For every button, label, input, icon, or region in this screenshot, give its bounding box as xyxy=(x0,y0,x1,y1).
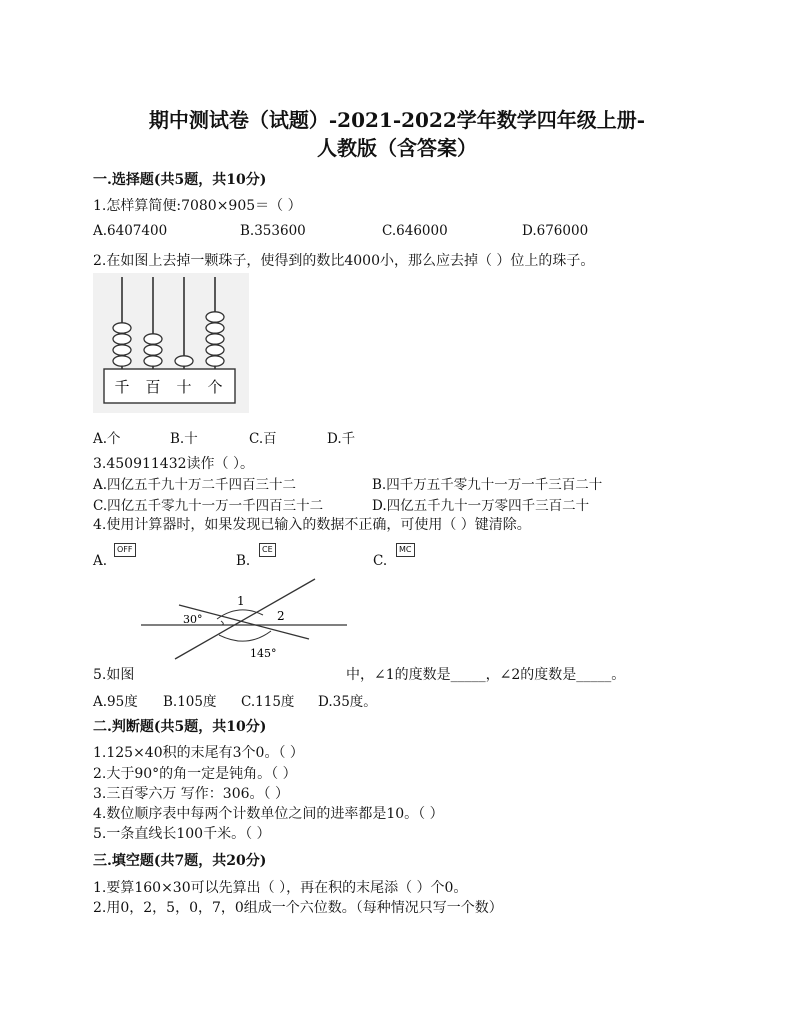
question-2-option-c: C.百 xyxy=(249,431,277,447)
question-1-option-c: C.646000 xyxy=(382,223,448,239)
section-heading-choice: 一.选择题(共5题，共10分) xyxy=(93,172,267,188)
abacus-bead xyxy=(113,323,131,333)
abacus-bead xyxy=(144,345,162,355)
angle-figure xyxy=(135,575,355,665)
question-4-stem: 4.使用计算器时，如果发现已输入的数据不正确，可使用（ ）键清除。 xyxy=(93,517,531,533)
question-4-option-c: C. xyxy=(373,553,388,569)
angle-label-1: 1 xyxy=(237,594,245,608)
abacus-bead xyxy=(206,312,224,322)
fill-item-1: 1.要算160×30可以先算出（ ），再在积的末尾添（ ）个0。 xyxy=(93,880,468,896)
judge-item-3: 3.三百零六万 写作：306。（ ） xyxy=(93,786,289,802)
question-5-option-c: C.115度 xyxy=(241,694,295,710)
calculator-off-key-icon: OFF xyxy=(114,543,136,557)
question-1-option-a: A.6407400 xyxy=(93,223,168,239)
judge-item-4: 4.数位顺序表中每两个计数单位之间的进率都是10。（ ） xyxy=(93,806,444,822)
question-3-stem: 3.450911432读作（ ）。 xyxy=(93,456,254,472)
abacus-bead xyxy=(206,323,224,333)
abacus-label-hundreds: 百 xyxy=(145,378,161,396)
angle-label-145: 145° xyxy=(250,647,277,660)
abacus-label-ones: 个 xyxy=(207,378,223,396)
question-2-option-b: B.十 xyxy=(170,431,198,447)
abacus-label-tens: 十 xyxy=(176,378,192,396)
angle-label-2: 2 xyxy=(277,609,285,623)
abacus-bead xyxy=(175,356,193,366)
question-5-option-b: B.105度 xyxy=(163,694,217,710)
question-3-option-a: A.四亿五千九十万二千四百三十二 xyxy=(93,477,297,493)
question-4-option-a: A. xyxy=(93,553,108,569)
abacus-bead xyxy=(113,345,131,355)
question-2-option-d: D.千 xyxy=(327,431,356,447)
question-2-stem: 2.在如图上去掉一颗珠子，使得到的数比4000小，那么应去掉（ ）位上的珠子。 xyxy=(93,253,595,269)
abacus-bead xyxy=(144,356,162,366)
fill-item-2: 2.用0，2，5，0，7，0组成一个六位数。（每种情况只写一个数） xyxy=(93,900,503,916)
question-2-option-a: A.个 xyxy=(93,431,121,447)
question-3-option-d: D.四亿五千九十一万零四千三百二十 xyxy=(372,498,590,514)
judge-item-5: 5.一条直线长100千米。（ ） xyxy=(93,826,271,842)
judge-item-1: 1.125×40积的末尾有3个0。（ ） xyxy=(93,745,304,761)
abacus-label-thousands: 千 xyxy=(114,378,130,396)
angle-1-arc xyxy=(217,610,263,619)
section-heading-fill: 三.填空题(共7题，共20分) xyxy=(93,853,267,869)
abacus-bead xyxy=(206,356,224,366)
calculator-ce-key-icon: CE xyxy=(259,543,276,557)
abacus-bead xyxy=(206,334,224,344)
question-5-stem-start: 5.如图 xyxy=(93,667,135,683)
abacus-bead xyxy=(206,345,224,355)
question-4-option-b: B. xyxy=(236,553,251,569)
abacus-drawing xyxy=(93,273,249,413)
question-5-option-d: D.35度。 xyxy=(318,694,377,710)
abacus-bead xyxy=(144,334,162,344)
abacus-bead xyxy=(113,334,131,344)
question-5-option-a: A.95度 xyxy=(93,694,138,710)
angle-label-30: 30° xyxy=(183,613,203,626)
abacus-bead xyxy=(113,356,131,366)
section-heading-judge: 二.判断题(共5题，共10分) xyxy=(93,719,267,735)
abacus-figure xyxy=(93,273,249,413)
question-1-option-d: D.676000 xyxy=(522,223,589,239)
calculator-mc-key-icon: MC xyxy=(396,543,415,557)
question-1-option-b: B.353600 xyxy=(240,223,306,239)
question-3-option-b: B.四千万五千零九十一万一千三百二十 xyxy=(372,477,603,493)
document-title-line2: 人教版（含答案） xyxy=(317,136,477,160)
judge-item-2: 2.大于90°的角一定是钝角。（ ） xyxy=(93,766,297,782)
angle-145-arc xyxy=(219,631,271,641)
question-3-option-c: C.四亿五千零九十一万一千四百三十二 xyxy=(93,498,324,514)
question-5-stem-end: 中，∠1的度数是_____，∠2的度数是_____。 xyxy=(346,667,626,683)
document-title-line1: 期中测试卷（试题）-2021-2022学年数学四年级上册- xyxy=(148,108,646,132)
question-1-stem: 1.怎样算简便:7080×905＝（ ） xyxy=(93,198,302,214)
